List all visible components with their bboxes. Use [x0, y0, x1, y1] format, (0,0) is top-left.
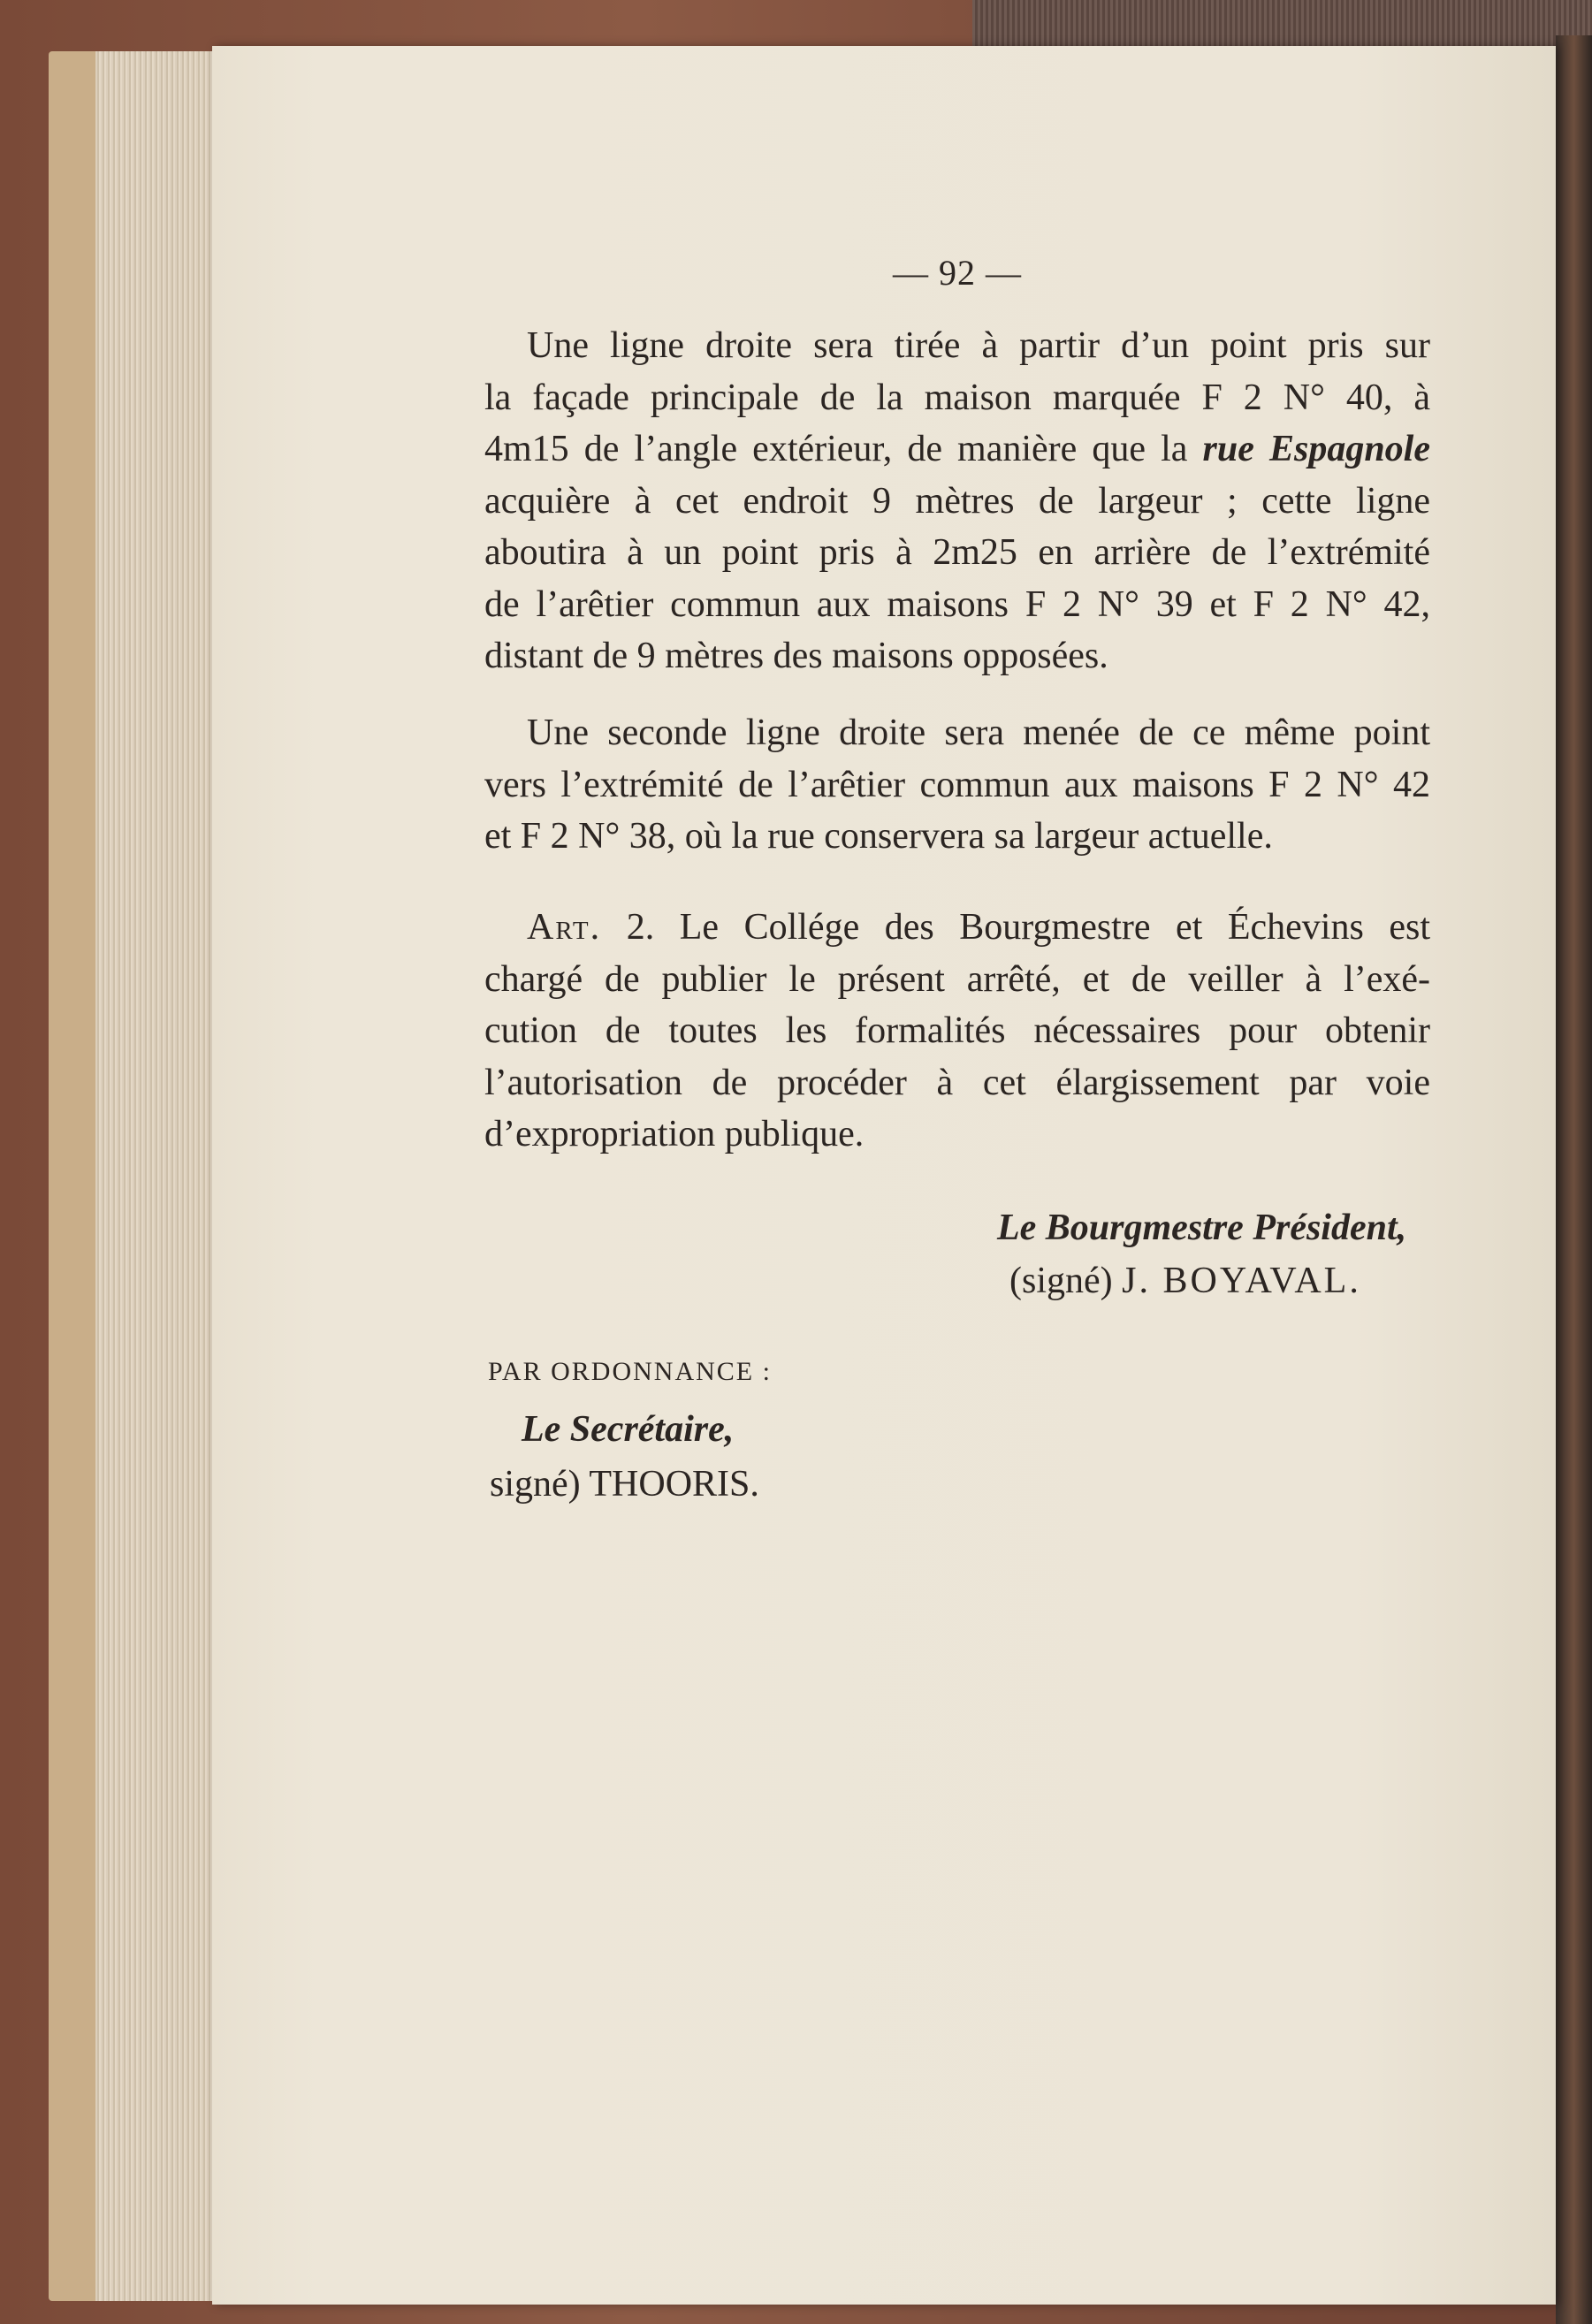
president-name: J. BOYAVAL.	[1122, 1261, 1361, 1301]
text-line: d’expropriation publique.	[484, 1114, 865, 1154]
text-line: la façade principale de la maison marquée F 2 N° 40, à	[484, 377, 1430, 418]
text-line: et F 2 N° 38, où la rue conservera sa largeur actuelle.	[484, 816, 1273, 857]
text-line: de l’arêtier commun aux maisons F 2 N° 39 et F 2 N° 42,	[484, 583, 1430, 625]
paragraph-2	[484, 707, 1430, 863]
text-fragment: 4m15 de l’angle extérieur, de manière que la	[484, 429, 1188, 469]
text-line: acquière à cet endroit 9 mètres de largeur ; cette ligne	[484, 480, 1430, 522]
text-fragment: 2. Le Collége des Bourgmestre et Échevins est	[626, 907, 1431, 948]
text-line: aboutira à un point pris à 2m25 en arrière de l’extrémité	[484, 532, 1430, 573]
text-line	[484, 423, 1430, 476]
president-title: Le Bourgmestre Président,	[997, 1208, 1407, 1248]
secretary-signature: signé) THOORIS.	[490, 1464, 759, 1505]
text-line: Une ligne droite sera tirée à partir d’un point pris sur	[527, 325, 1430, 366]
text-line: l’autorisation de procéder à cet élargissement par voie	[484, 1062, 1430, 1103]
par-ordonnance: PAR ORDONNANCE :	[488, 1357, 772, 1386]
signed-label: (signé)	[1009, 1261, 1113, 1301]
text-line: distant de 9 mètres des maisons opposées.	[484, 636, 1108, 676]
paragraph-3	[484, 902, 1430, 1161]
page-number: — 92 —	[893, 253, 1022, 293]
text-line: cution de toutes les formalités nécessaires pour obtenir	[484, 1010, 1430, 1051]
text-line: Une seconde ligne droite sera menée de ce même point	[527, 712, 1430, 753]
president-signature	[1009, 1255, 1361, 1307]
secretary-title: Le Secrétaire,	[522, 1409, 735, 1450]
text-line: chargé de publier le présent arrêté, et de veiller à l’exé-	[484, 958, 1430, 1000]
article-label: Art.	[527, 907, 602, 948]
paragraph-1	[484, 320, 1430, 682]
book-spine-edge	[1556, 35, 1592, 2324]
italic-street-name: rue Espagnole	[1202, 429, 1430, 469]
text-line: vers l’extrémité de l’arêtier commun aux maisons F 2 N° 42	[484, 764, 1430, 805]
text-line	[484, 902, 1430, 954]
